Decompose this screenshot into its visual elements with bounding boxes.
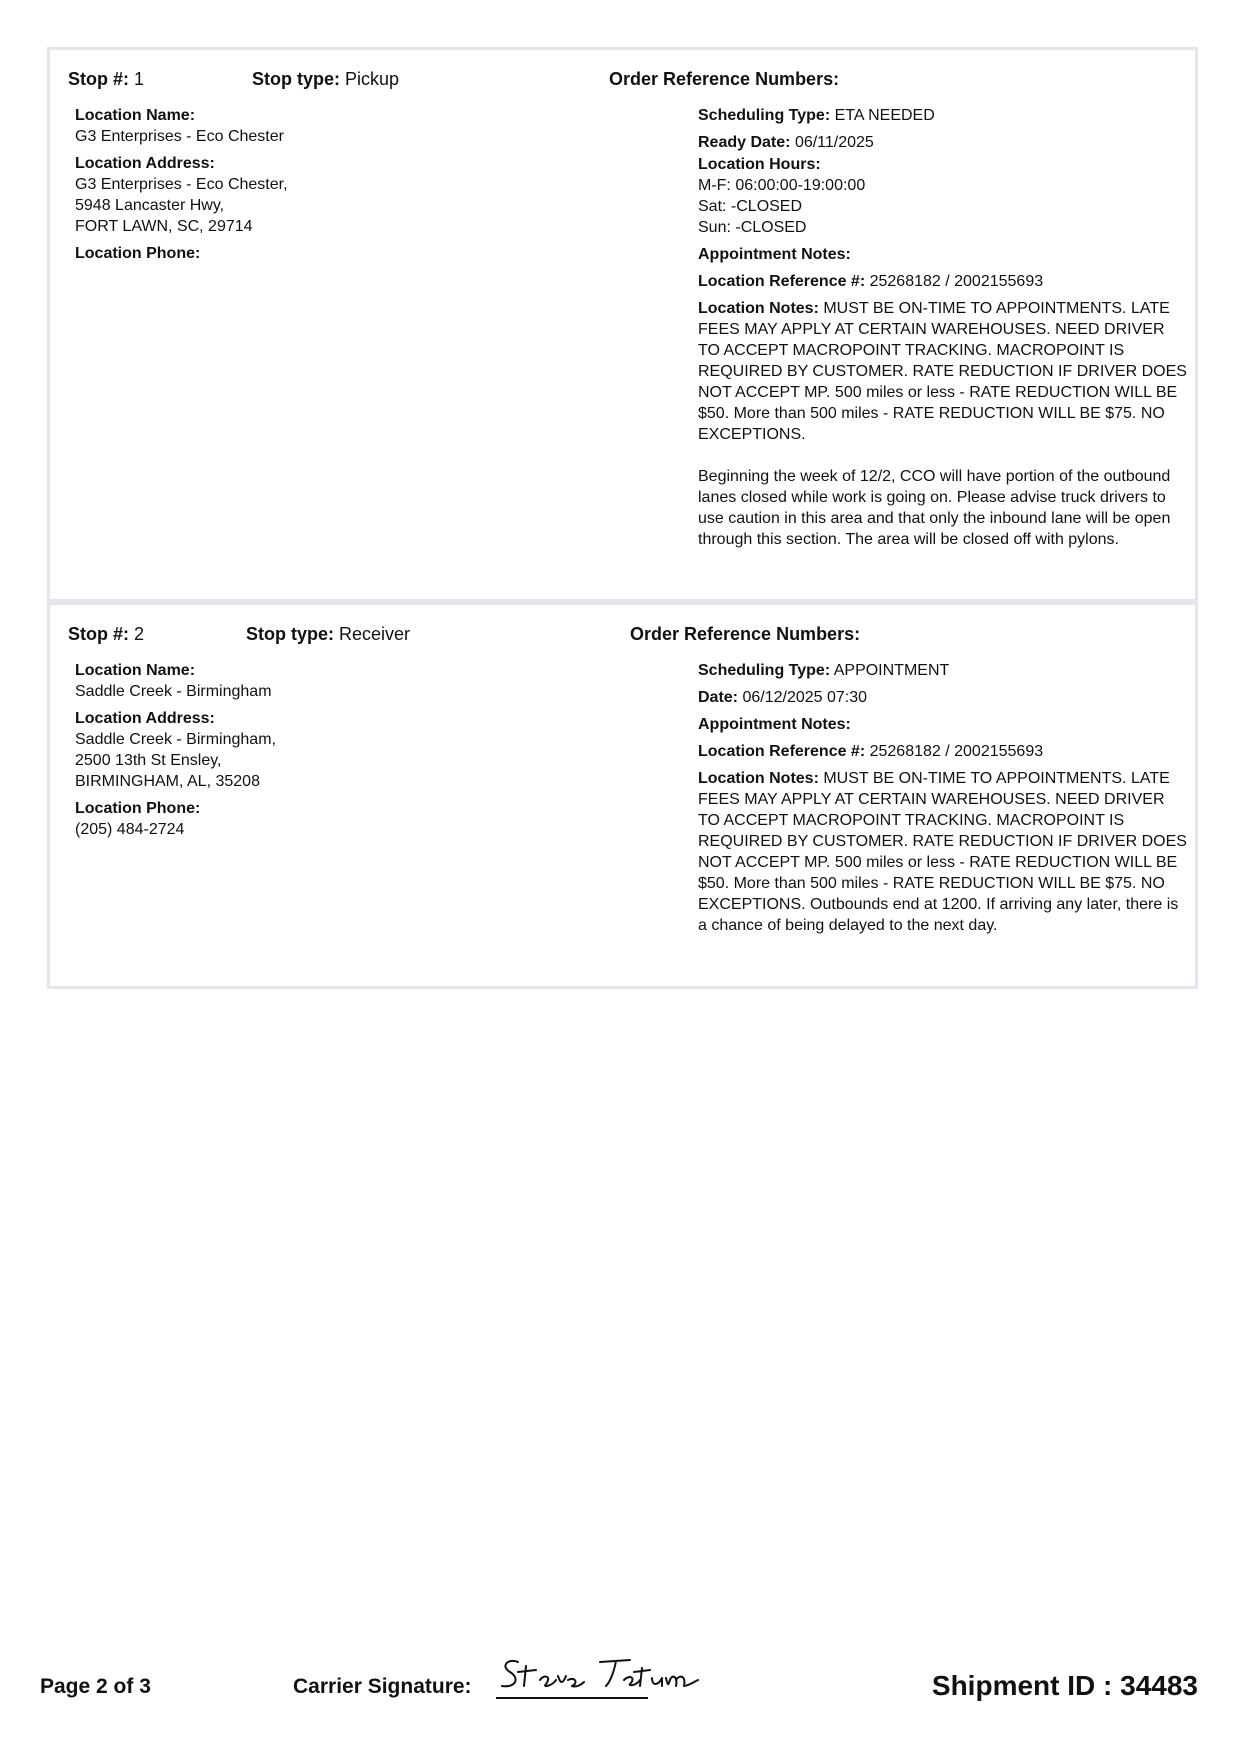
stop-card-2 <box>47 602 1198 989</box>
scheduling-type: Scheduling Type: ETA NEEDED <box>698 107 935 124</box>
location-name: Location Name: Saddle Creek - Birmingham <box>75 662 272 700</box>
location-info <box>75 660 525 846</box>
scheduling-info <box>698 660 1188 942</box>
location-name: Location Name: G3 Enterprises - Eco Chester <box>75 107 284 145</box>
location-reference: Location Reference #: 25268182 / 2002155693 <box>698 273 1044 290</box>
location-phone: Location Phone: <box>75 245 201 262</box>
stop-type: Stop type: Receiver <box>246 624 411 644</box>
scheduling-type: Scheduling Type: APPOINTMENT <box>698 662 950 679</box>
order-reference-label: Order Reference Numbers: <box>630 624 861 644</box>
signature-label: Carrier Signature: <box>293 1675 472 1698</box>
location-info <box>75 105 525 270</box>
stop-number: Stop #: 2 <box>68 624 145 644</box>
location-address: Location Address: G3 Enterprises - Eco Chester, 5948 Lancaster Hwy, FORT LAWN, SC, 29714 <box>75 155 288 235</box>
location-notes-extra: Beginning the week of 12/2, CCO will have portion of the outbound lanes closed while work is going on. Please advise truck drivers to use caution in this area and that only the inbound lane will be open through this section. The area will be closed off with pylons. <box>698 468 1171 548</box>
location-address: Location Address: Saddle Creek - Birmingham, 2500 13th St Ensley, BIRMINGHAM, AL, 35208 <box>75 710 276 790</box>
appointment-notes: Appointment Notes: <box>698 716 851 733</box>
stop-type: Stop type: Pickup <box>252 69 400 89</box>
location-reference: Location Reference #: 25268182 / 2002155693 <box>698 743 1044 760</box>
location-hours: Location Hours: M-F: 06:00:00-19:00:00 Sat: -CLOSED Sun: -CLOSED <box>698 156 866 236</box>
ready-date: Ready Date: 06/11/2025 <box>698 134 874 151</box>
page-number: Page 2 of 3 <box>40 1675 151 1698</box>
appointment-date: Date: 06/12/2025 07:30 <box>698 689 868 706</box>
stop-number: Stop #: 1 <box>68 69 145 89</box>
stop-card-1 <box>47 47 1198 602</box>
order-reference-label: Order Reference Numbers: <box>609 69 840 89</box>
appointment-notes: Appointment Notes: <box>698 246 851 263</box>
location-notes: Location Notes: MUST BE ON-TIME TO APPOINTMENTS. LATE FEES MAY APPLY AT CERTAIN WAREHOUSES. NEED DRIVER TO ACCEPT MACROPOINT TRACKING. MACROPOINT IS REQUIRED BY CUSTOMER. RATE REDUCTION IF DRIVER DOES NOT ACCEPT MP. 500 miles or less - RATE REDUCTION WILL BE $50. More than 500 miles - RATE REDUCTION WILL BE $75. NO EXCEPTIONS. <box>698 300 1187 443</box>
scheduling-info <box>698 105 1188 550</box>
shipment-id: Shipment ID : 34483 <box>931 1670 1198 1701</box>
location-phone: Location Phone: (205) 484-2724 <box>75 800 201 838</box>
location-notes: Location Notes: MUST BE ON-TIME TO APPOINTMENTS. LATE FEES MAY APPLY AT CERTAIN WAREHOUSES. NEED DRIVER TO ACCEPT MACROPOINT TRACKING. MACROPOINT IS REQUIRED BY CUSTOMER. RATE REDUCTION IF DRIVER DOES NOT ACCEPT MP. 500 miles or less - RATE REDUCTION WILL BE $50. More than 500 miles - RATE REDUCTION WILL BE $75. NO EXCEPTIONS. Outbounds end at 1200. If arriving any later, there is a chance of being delayed to the next day. <box>698 770 1187 934</box>
carrier-signature <box>496 1652 706 1700</box>
